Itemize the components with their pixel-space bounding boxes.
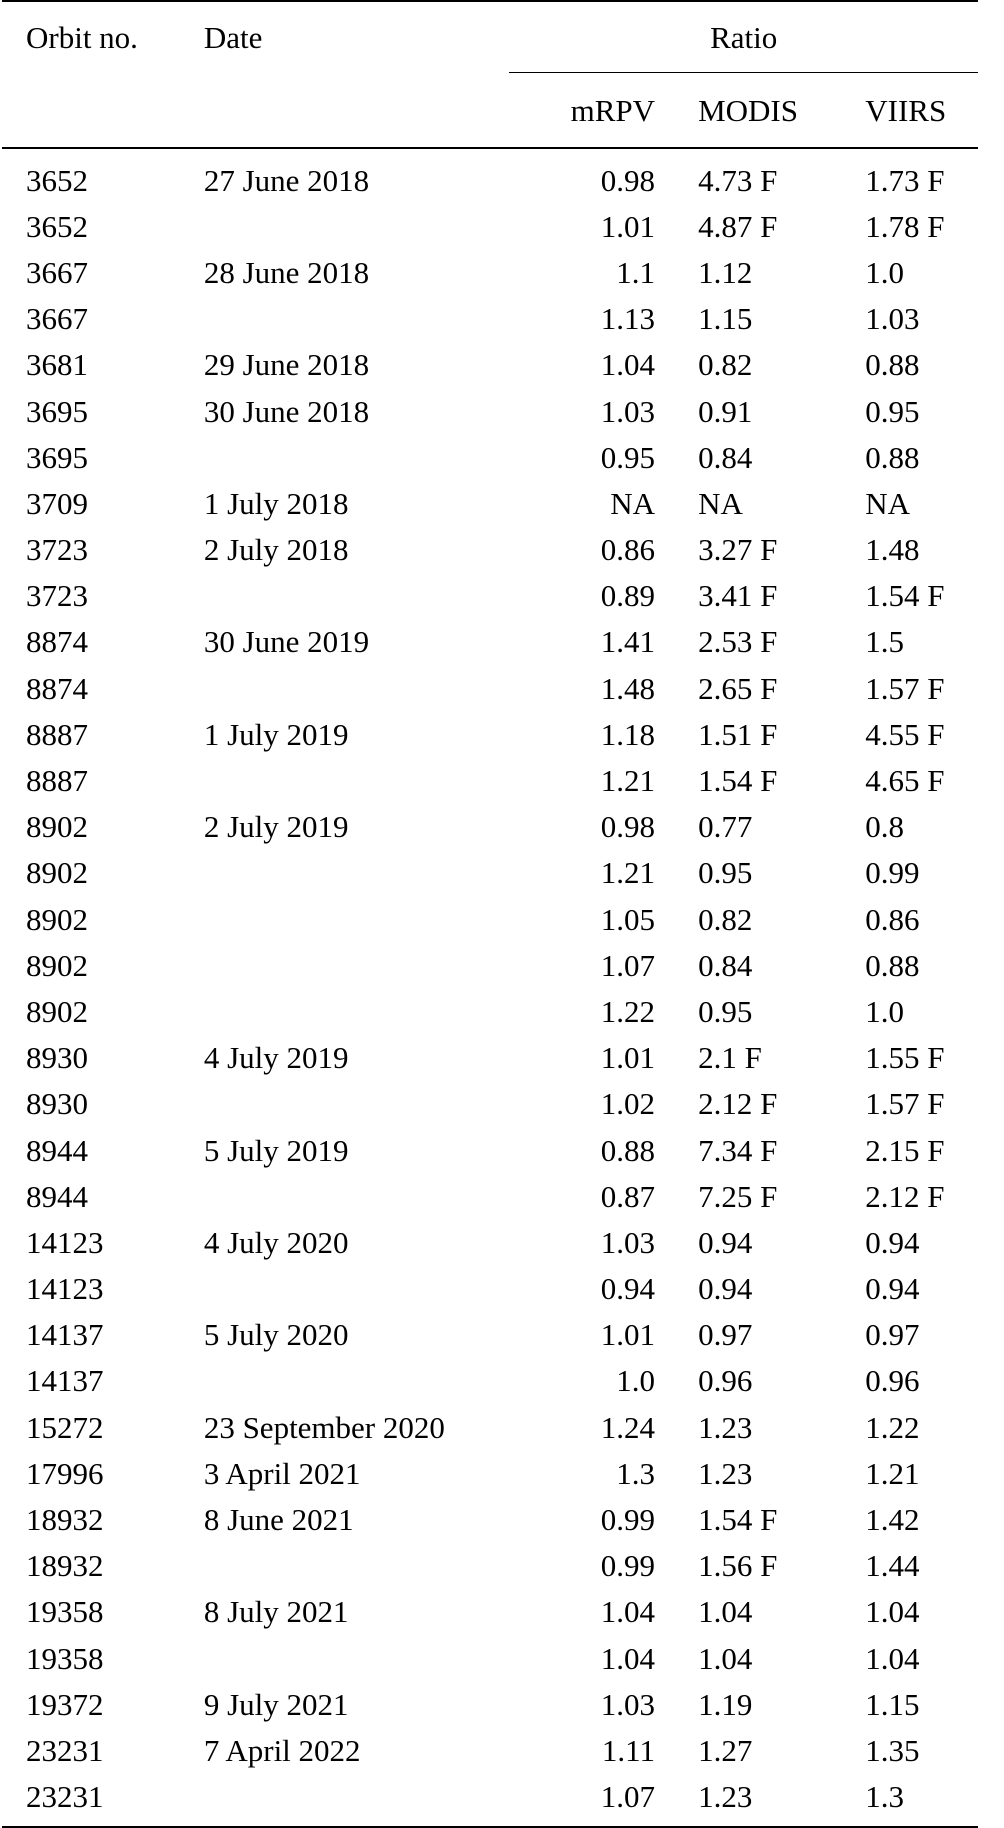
table-row: [2, 1358, 978, 1404]
orbit-cell: 8944: [26, 1178, 88, 1214]
modis-cell: 1.54 F: [698, 1502, 778, 1538]
gap-cell: [657, 1774, 698, 1827]
orbit-cell: 3652: [26, 162, 88, 198]
gap-cell: [657, 1035, 698, 1081]
gap-cell: [657, 1358, 698, 1404]
date-cell: 30 June 2019: [203, 624, 370, 660]
date-cell: 4 July 2020: [203, 1224, 349, 1260]
mrpv-cell: 0.86: [600, 532, 656, 568]
date-header-spacer: [204, 73, 510, 149]
orbit-cell: 8930: [26, 1086, 88, 1122]
table-row: [2, 203, 978, 249]
table-row: [2, 1727, 978, 1773]
viirs-cell: 1.5: [865, 624, 904, 660]
orbit-cell: 3652: [26, 208, 88, 244]
date-header: Date: [204, 1, 510, 73]
mrpv-cell: 1.1: [616, 254, 656, 290]
table-row: [2, 619, 978, 665]
date-cell: 7 April 2022: [203, 1732, 361, 1768]
modis-cell: 0.84: [698, 947, 753, 983]
orbit-cell: 3709: [26, 485, 88, 521]
gap-cell: [657, 1450, 698, 1496]
modis-cell: 0.82: [698, 347, 753, 383]
table-row: [2, 1219, 978, 1265]
mrpv-cell: 0.87: [600, 1178, 656, 1214]
gap-cell: [657, 942, 698, 988]
mrpv-cell: 1.07: [509, 1774, 657, 1827]
table-row: [2, 527, 978, 573]
table-row: [2, 711, 978, 757]
orbit-cell: 3667: [26, 301, 88, 337]
gap-cell: [657, 850, 698, 896]
mrpv-cell: 1.04: [600, 1594, 656, 1630]
modis-header: MODIS: [698, 73, 865, 149]
mrpv-cell: 1.01: [600, 1317, 656, 1353]
mrpv-cell: 1.03: [600, 1686, 656, 1722]
viirs-cell: 0.95: [865, 393, 920, 429]
viirs-cell: 1.04: [865, 1640, 920, 1676]
viirs-cell: 1.15: [865, 1686, 920, 1722]
viirs-cell: 1.42: [865, 1502, 920, 1538]
modis-cell: 1.04: [698, 1594, 753, 1630]
gap-cell: [657, 1543, 698, 1589]
date-cell: 1 July 2019: [203, 716, 349, 752]
table-row: [2, 573, 978, 619]
modis-cell: 1.04: [698, 1640, 753, 1676]
mrpv-cell: 1.04: [600, 1640, 656, 1676]
gap-cell: [657, 665, 698, 711]
date-cell: 2 July 2019: [203, 809, 349, 845]
table-row: [2, 1127, 978, 1173]
date-cell: 8 June 2021: [203, 1502, 354, 1538]
orbit-cell: 8887: [26, 716, 88, 752]
orbit-cell: 14123: [26, 1224, 104, 1260]
orbit-cell: 8930: [26, 1040, 88, 1076]
gap-cell: [657, 1404, 698, 1450]
table-row: [2, 1681, 978, 1727]
gap-cell: [657, 1173, 698, 1219]
modis-cell: 0.95: [698, 993, 753, 1029]
viirs-cell: 1.78 F: [865, 208, 945, 244]
viirs-cell: 0.94: [865, 1224, 920, 1260]
mrpv-cell: 0.99: [600, 1502, 656, 1538]
mrpv-cell: 1.01: [600, 208, 656, 244]
gap-cell: [657, 757, 698, 803]
mrpv-cell: 1.03: [600, 1224, 656, 1260]
gap-cell: [657, 148, 698, 203]
viirs-cell: 1.03: [865, 301, 920, 337]
table-row: [2, 1774, 978, 1827]
modis-cell: 4.73 F: [698, 162, 778, 198]
modis-cell: 1.19: [698, 1686, 753, 1722]
date-cell: 8 July 2021: [203, 1594, 349, 1630]
viirs-cell: 0.97: [865, 1317, 920, 1353]
viirs-cell: 1.22: [865, 1409, 920, 1445]
gap-cell: [657, 1081, 698, 1127]
table-row: [2, 665, 978, 711]
date-cell: [204, 1774, 510, 1827]
table-row: [2, 434, 978, 480]
modis-cell: 0.95: [698, 855, 753, 891]
mrpv-cell: 1.21: [600, 763, 656, 799]
orbit-cell: 8874: [26, 670, 88, 706]
orbit-cell: 3667: [26, 254, 88, 290]
table-row: [2, 249, 978, 295]
orbit-cell: 19358: [26, 1594, 104, 1630]
mrpv-cell: 0.98: [600, 162, 656, 198]
orbit-cell: 17996: [26, 1455, 104, 1491]
orbit-cell: 3681: [26, 347, 88, 383]
mrpv-cell: 0.94: [600, 1271, 656, 1307]
gap-cell: [657, 249, 698, 295]
orbit-cell: 8902: [26, 947, 88, 983]
viirs-cell: 4.65 F: [865, 763, 945, 799]
date-cell: 28 June 2018: [203, 254, 370, 290]
date-cell: 3 April 2021: [203, 1455, 361, 1491]
mrpv-cell: 1.24: [600, 1409, 656, 1445]
orbit-cell: 8887: [26, 763, 88, 799]
modis-cell: 1.56 F: [698, 1548, 778, 1584]
table-row: [2, 1635, 978, 1681]
date-cell: [204, 1173, 510, 1219]
mrpv-cell: 1.18: [600, 716, 656, 752]
date-cell: 23 September 2020: [203, 1409, 445, 1445]
viirs-cell: 2.12 F: [865, 1178, 945, 1214]
viirs-cell: 0.88: [865, 439, 920, 475]
date-cell: 4 July 2019: [203, 1040, 349, 1076]
date-cell: [204, 942, 510, 988]
table-row: [2, 1266, 978, 1312]
modis-cell: 0.84: [698, 439, 753, 475]
mrpv-cell: 1.04: [600, 347, 656, 383]
modis-cell: 2.65 F: [698, 670, 778, 706]
mrpv-cell: 1.48: [600, 670, 656, 706]
gap-cell: [657, 1496, 698, 1542]
viirs-cell: 0.88: [865, 347, 920, 383]
viirs-cell: 2.15 F: [865, 1132, 945, 1168]
date-cell: [204, 1635, 510, 1681]
modis-cell: 1.23: [698, 1455, 753, 1491]
mrpv-cell: 0.95: [600, 439, 656, 475]
viirs-cell: 0.99: [865, 855, 920, 891]
mrpv-cell: 1.03: [600, 393, 656, 429]
orbit-cell: 23231: [2, 1774, 204, 1827]
modis-cell: 2.12 F: [698, 1086, 778, 1122]
viirs-cell: 1.55 F: [865, 1040, 945, 1076]
table-row: [2, 1450, 978, 1496]
orbit-cell: 8874: [26, 624, 88, 660]
table-row: [2, 1496, 978, 1542]
orbit-cell: 18932: [26, 1548, 104, 1584]
orbit-cell: 14137: [26, 1363, 104, 1399]
mrpv-header: mRPV: [509, 73, 657, 149]
table-row: [2, 296, 978, 342]
date-cell: [204, 573, 510, 619]
mrpv-cell: 1.02: [600, 1086, 656, 1122]
table-row: [2, 148, 978, 203]
ratio-table: [2, 0, 978, 1828]
viirs-cell: 0.96: [865, 1363, 920, 1399]
viirs-cell: 0.88: [865, 947, 920, 983]
table-row: [2, 1589, 978, 1635]
modis-cell: 1.23: [698, 1409, 753, 1445]
viirs-cell: 0.86: [865, 901, 920, 937]
table-row: [2, 1404, 978, 1450]
gap-cell: [657, 203, 698, 249]
mrpv-cell: 0.99: [600, 1548, 656, 1584]
date-cell: [204, 1358, 510, 1404]
gap-cell: [657, 988, 698, 1034]
modis-cell: 1.27: [698, 1732, 753, 1768]
orbit-cell: 3723: [26, 532, 88, 568]
gap-cell: [657, 804, 698, 850]
ratio-header: Ratio: [509, 1, 978, 73]
gap-cell: [657, 896, 698, 942]
table-row: [2, 942, 978, 988]
date-cell: 1 July 2018: [203, 485, 349, 521]
header-gap: [657, 73, 698, 149]
orbit-cell: 8902: [26, 993, 88, 1029]
table-row: [2, 850, 978, 896]
viirs-cell: 1.48: [865, 532, 920, 568]
orbit-cell: 8902: [26, 901, 88, 937]
table-row: [2, 757, 978, 803]
gap-cell: [657, 388, 698, 434]
modis-cell: 1.15: [698, 301, 753, 337]
gap-cell: [657, 296, 698, 342]
viirs-cell: 1.57 F: [865, 670, 945, 706]
mrpv-cell: 1.3: [616, 1455, 656, 1491]
viirs-cell: 1.54 F: [865, 578, 945, 614]
orbit-cell: 3695: [26, 439, 88, 475]
modis-cell: 1.12: [698, 254, 753, 290]
date-cell: 5 July 2019: [203, 1132, 349, 1168]
gap-cell: [657, 1589, 698, 1635]
gap-cell: [657, 1681, 698, 1727]
modis-cell: 2.53 F: [698, 624, 778, 660]
mrpv-cell: 1.07: [600, 947, 656, 983]
orbit-cell: 18932: [26, 1502, 104, 1538]
viirs-cell: 1.04: [865, 1594, 920, 1630]
orbit-cell: 23231: [26, 1732, 104, 1768]
date-cell: 2 July 2018: [203, 532, 349, 568]
mrpv-cell: 1.0: [616, 1363, 656, 1399]
header-row-sub: [2, 73, 978, 149]
viirs-cell: 1.3: [865, 1774, 978, 1827]
date-cell: 9 July 2021: [203, 1686, 349, 1722]
date-cell: 29 June 2018: [203, 347, 370, 383]
modis-cell: 7.34 F: [698, 1132, 778, 1168]
mrpv-cell: 1.41: [600, 624, 656, 660]
orbit-cell: 14137: [26, 1317, 104, 1353]
viirs-cell: NA: [865, 485, 911, 521]
orbit-cell: 3723: [26, 578, 88, 614]
date-cell: [204, 988, 510, 1034]
date-cell: [204, 665, 510, 711]
modis-cell: 0.96: [698, 1363, 753, 1399]
table-row: [2, 388, 978, 434]
table-row: [2, 1312, 978, 1358]
orbit-header-spacer: [2, 73, 204, 149]
modis-cell: 0.94: [698, 1271, 753, 1307]
modis-cell: 3.41 F: [698, 578, 778, 614]
mrpv-cell: 1.01: [600, 1040, 656, 1076]
viirs-cell: 1.21: [865, 1455, 920, 1491]
table-row: [2, 1173, 978, 1219]
mrpv-cell: 1.11: [601, 1732, 656, 1768]
modis-cell: 1.23: [698, 1774, 865, 1827]
gap-cell: [657, 1727, 698, 1773]
gap-cell: [657, 1219, 698, 1265]
date-cell: 30 June 2018: [203, 393, 370, 429]
table-row: [2, 1081, 978, 1127]
mrpv-cell: 0.89: [600, 578, 656, 614]
gap-cell: [657, 573, 698, 619]
viirs-cell: 1.0: [865, 993, 904, 1029]
modis-cell: 1.54 F: [698, 763, 778, 799]
orbit-cell: 19372: [26, 1686, 104, 1722]
gap-cell: [657, 434, 698, 480]
modis-cell: 0.97: [698, 1317, 753, 1353]
table-row: [2, 480, 978, 526]
viirs-cell: 1.57 F: [865, 1086, 945, 1122]
orbit-header: Orbit no.: [2, 1, 204, 73]
gap-cell: [657, 1266, 698, 1312]
gap-cell: [657, 527, 698, 573]
date-cell: [204, 896, 510, 942]
date-cell: 27 June 2018: [203, 162, 370, 198]
gap-cell: [657, 1127, 698, 1173]
gap-cell: [657, 619, 698, 665]
mrpv-cell: NA: [610, 485, 656, 521]
date-cell: [204, 1081, 510, 1127]
gap-cell: [657, 480, 698, 526]
table-row: [2, 896, 978, 942]
table-row: [2, 1035, 978, 1081]
mrpv-cell: 1.05: [600, 901, 656, 937]
orbit-cell: 8944: [26, 1132, 88, 1168]
table-row: [2, 1543, 978, 1589]
modis-cell: 1.51 F: [698, 716, 778, 752]
viirs-header: VIIRS: [865, 73, 978, 149]
viirs-cell: 1.35: [865, 1732, 920, 1768]
modis-cell: 4.87 F: [698, 208, 778, 244]
mrpv-cell: 0.98: [600, 809, 656, 845]
modis-cell: 0.94: [698, 1224, 753, 1260]
viirs-cell: 1.0: [865, 254, 904, 290]
modis-cell: 7.25 F: [698, 1178, 778, 1214]
modis-cell: 2.1 F: [698, 1040, 762, 1076]
gap-cell: [657, 1312, 698, 1358]
table-body: [2, 148, 978, 1827]
gap-cell: [657, 1635, 698, 1681]
modis-cell: 0.77: [698, 809, 753, 845]
modis-cell: 0.82: [698, 901, 753, 937]
gap-cell: [657, 711, 698, 757]
viirs-cell: 1.44: [865, 1548, 920, 1584]
orbit-cell: 8902: [26, 809, 88, 845]
date-cell: 5 July 2020: [203, 1317, 349, 1353]
orbit-cell: 8902: [26, 855, 88, 891]
date-cell: [204, 850, 510, 896]
table-row: [2, 342, 978, 388]
modis-cell: NA: [698, 485, 743, 521]
gap-cell: [657, 342, 698, 388]
mrpv-cell: 1.21: [600, 855, 656, 891]
viirs-cell: 0.8: [865, 809, 904, 845]
modis-cell: 0.91: [698, 393, 753, 429]
table-row: [2, 988, 978, 1034]
mrpv-cell: 1.22: [600, 993, 656, 1029]
orbit-cell: 15272: [26, 1409, 104, 1445]
date-cell: [204, 296, 510, 342]
viirs-cell: 0.94: [865, 1271, 920, 1307]
date-cell: [204, 434, 510, 480]
mrpv-cell: 1.13: [600, 301, 656, 337]
modis-cell: 3.27 F: [698, 532, 778, 568]
orbit-cell: 14123: [26, 1271, 104, 1307]
table-row: [2, 804, 978, 850]
date-cell: [204, 203, 510, 249]
viirs-cell: 4.55 F: [865, 716, 945, 752]
header-row-top: [2, 1, 978, 73]
date-cell: [204, 1543, 510, 1589]
date-cell: [204, 757, 510, 803]
mrpv-cell: 0.88: [600, 1132, 656, 1168]
viirs-cell: 1.73 F: [865, 162, 945, 198]
orbit-cell: 3695: [26, 393, 88, 429]
date-cell: [204, 1266, 510, 1312]
orbit-cell: 19358: [26, 1640, 104, 1676]
